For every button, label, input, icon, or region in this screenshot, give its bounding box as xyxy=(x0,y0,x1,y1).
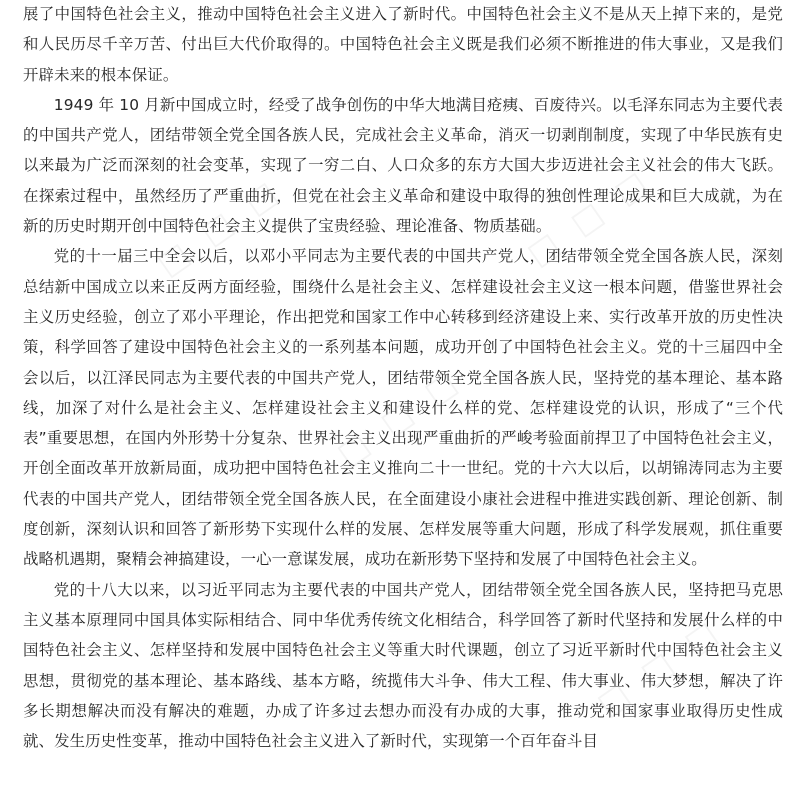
paragraph-new-era: 党的十八大以来，以习近平同志为主要代表的中国共产党人，团结带领全党全国各族人民，坚持把马克思主义基本原理同中国具体实际相结合、同中华优秀传统文化相结合，科学回答了新时代坚持和发展什么样的中国特色社会主义、怎样坚持和发展中国特色社会主义等重大时代课题，创立了习近平新时代中国特色社会主义思想，贯彻党的基本理论、基本路线、基本方略，统揽伟大斗争、伟大工程、伟大事业、伟大梦想，解决了许多长期想解决而没有解决的难题，办成了许多过去想办而没有办成的大事，推动党和国家事业取得历史性成就、发生历史性变革，推动中国特色社会主义进入了新时代，实现第一个百年奋斗目 xyxy=(23,580,783,751)
document-body xyxy=(23,0,783,756)
watermark-mark: ☐ ☐ ☐ xyxy=(331,362,472,478)
paragraph-reform-era: 党的十一届三中全会以后，以邓小平同志为主要代表的中国共产党人，团结带领全党全国各族人民，深刻总结新中国成立以来正反两方面经验，围绕什么是社会主义、怎样建设社会主义这一根本问题，借鉴世界社会主义历史经验，创立了邓小平理论，作出把党和国家工作中心转移到经济建设上来、实行改革开放的历史性决策，科学回答了建设中国特色社会主义的一系列基本问题，成功开创了中国特色社会主义。党的十三届四中全会以后，以江泽民同志为主要代表的中国共产党人，团结带领全党全国各族人民，坚持党的基本理论、基本路线，加深了对什么是社会主义、怎样建设社会主义和建设什么样的党、怎样建设党的认识，形成了“三个代表”重要思想，在国内外形势十分复杂、世界社会主义出现严重曲折的严峻考验面前捍卫了中国特色社会主义，开创全面改革开放新局面，成功把中国特色社会主义推向二十一世纪。党的十六大以后，以胡锦涛同志为主要代表的中国共产党人，团结带领全党全国各族人民，在全面建设小康社会进程中推进实践创新、理论创新、制度创新，深刻认识和回答了新形势下实现什么样的发展、怎样发展等重大问题，形成了科学发展观，抓住重要战略机遇期，聚精会神搞建设，一心一意谋发展，成功在新形势下坚持和发展了中国特色社会主义。 xyxy=(23,247,783,569)
paragraph-continuation: 展了中国特色社会主义，推动中国特色社会主义进入了新时代。中国特色社会主义不是从天上掉下来的，是党和人民历尽千辛万苦、付出巨大代价取得的。中国特色社会主义既是我们必须不断推进的伟大事业，又是我们开辟未来的根本保证。 xyxy=(23,5,783,84)
watermark-mark: ☐ ☐ ☐ xyxy=(591,612,732,728)
paragraph-founding-1949: 1949 年 10 月新中国成立时，经受了战争创伤的中华大地满目疮痍、百废待兴。以毛泽东同志为主要代表的中国共产党人，团结带领全党全国各族人民，完成社会主义革命，消灭一切剥削制度，实现了中华民族有史以来最为广泛而深刻的社会变革，实现了一穷二白、人口众多的东方大国大步迈进社会主义社会的伟大飞跃。在探索过程中，虽然经历了严重曲折，但党在社会主义革命和建设中取得的独创性理论成果和巨大成就，为在新的历史时期开创中国特色社会主义提供了宝贵经验、理论准备、物质基础。 xyxy=(23,95,783,236)
watermark-mark: ☐ ☐ ☐ xyxy=(151,172,292,288)
watermark-mark: ☐ ☐ ☐ xyxy=(521,162,662,278)
